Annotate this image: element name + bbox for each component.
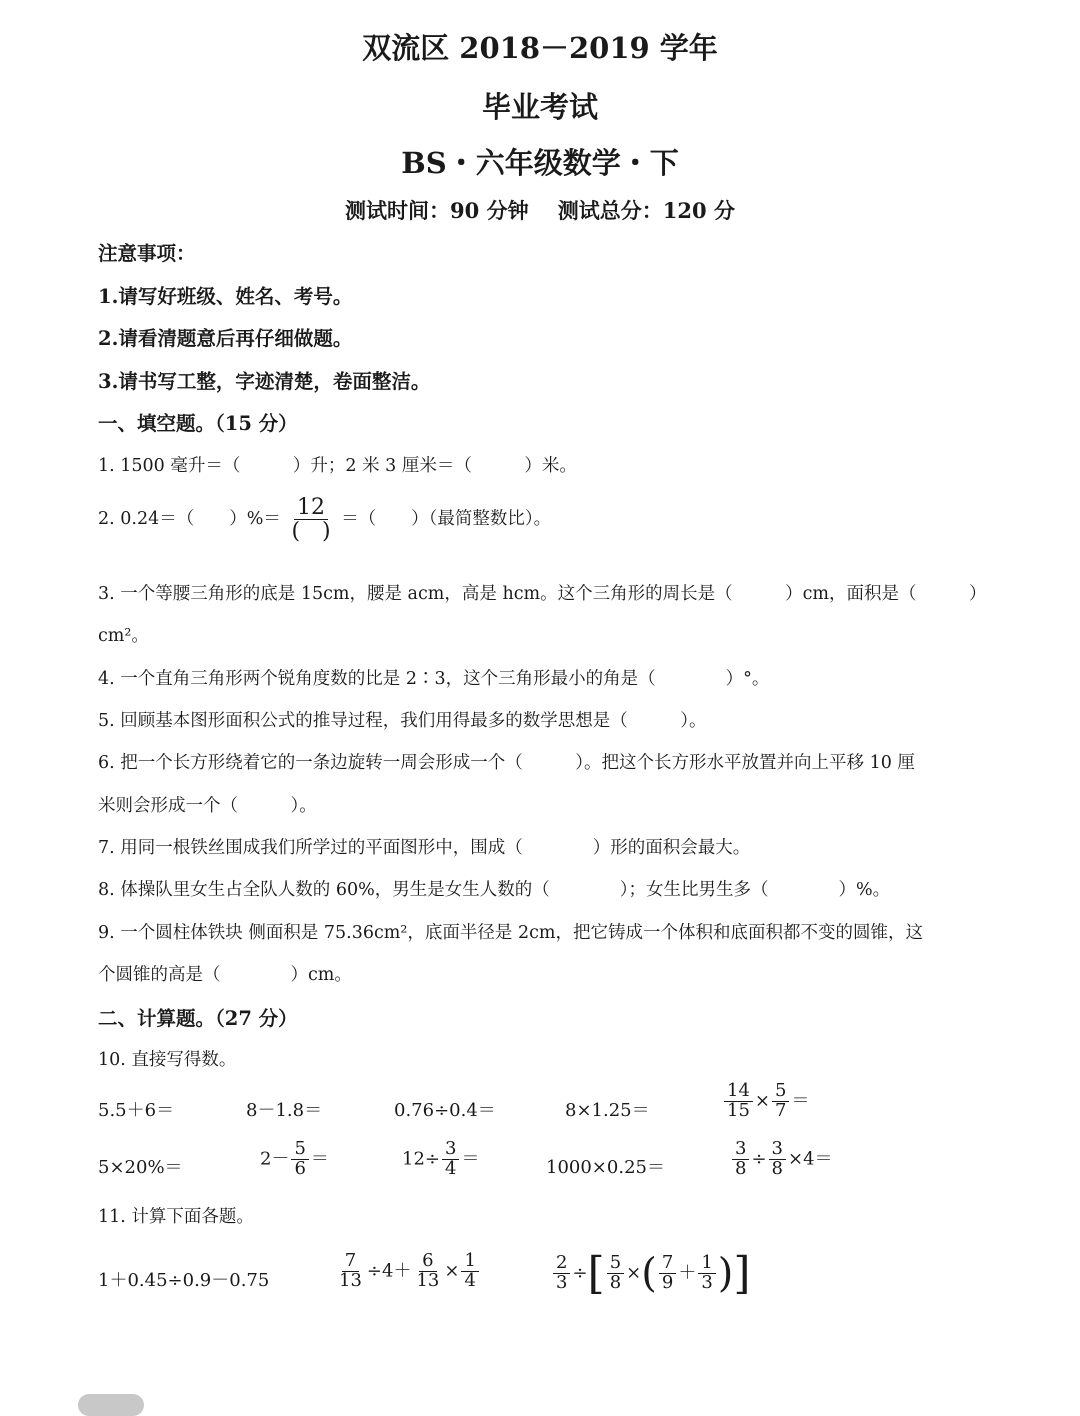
operator: × <box>754 1090 770 1112</box>
numerator: 1 <box>698 1254 715 1274</box>
right-bracket: ] <box>733 1248 751 1299</box>
operator: × <box>444 1260 460 1282</box>
calc-item: 5×20%＝ <box>98 1157 183 1178</box>
right-paren: ) <box>717 1250 734 1297</box>
numerator: 3 <box>442 1140 459 1160</box>
operator: × <box>626 1262 642 1284</box>
note-item: 3.请书写工整，字迹清楚，卷面整洁。 <box>98 370 431 393</box>
operator: ＋ <box>678 1262 697 1284</box>
numerator: 3 <box>732 1140 749 1160</box>
question-2 <box>98 496 551 543</box>
numerator: 6 <box>419 1252 436 1272</box>
calc-item: 1000×0.25＝ <box>546 1157 665 1178</box>
prefix: 2－ <box>260 1148 290 1170</box>
denominator: 9 <box>661 1272 674 1293</box>
numerator: 5 <box>291 1140 308 1160</box>
section1-heading: 一、填空题。（15 分） <box>98 412 298 435</box>
equals: ＝ <box>791 1090 810 1112</box>
scroll-indicator[interactable] <box>78 1394 144 1416</box>
calc-item: 0.76÷0.4＝ <box>394 1100 496 1121</box>
expression-3 <box>551 1248 751 1299</box>
calc-item-fraction <box>260 1140 329 1179</box>
q2-suffix: ＝（ ）（最简整数比）。 <box>341 509 552 530</box>
exam-info: 测试时间：90 分钟 测试总分：120 分 <box>345 198 735 223</box>
denominator: 3 <box>556 1272 568 1293</box>
operator: ÷ <box>751 1148 767 1170</box>
denominator: 4 <box>445 1157 457 1179</box>
numerator: 7 <box>659 1254 676 1274</box>
question-8: 8. 体操队里女生占全队人数的 60%，男生是女生人数的（ ）；女生比男生多（ ）%。 <box>98 880 891 900</box>
question-9-cont: 个圆锥的高是（ ）cm。 <box>98 965 352 985</box>
numerator: 5 <box>607 1254 624 1274</box>
numerator: 2 <box>553 1254 570 1274</box>
denominator: 3 <box>701 1272 713 1293</box>
denominator: 13 <box>416 1269 440 1291</box>
denominator: 7 <box>775 1099 787 1121</box>
note-item: 2.请看清题意后再仔细做题。 <box>98 327 353 350</box>
calc-item-fraction <box>730 1140 833 1179</box>
denominator: 4 <box>464 1269 476 1291</box>
question-5: 5. 回顾基本图形面积公式的推导过程，我们用得最多的数学思想是（ ）。 <box>98 711 707 731</box>
question-10: 10. 直接写得数。 <box>98 1050 237 1070</box>
expression-1: 1＋0.45÷0.9－0.75 <box>98 1270 270 1291</box>
expression-2 <box>334 1252 481 1291</box>
note-item: 1.请写好班级、姓名、考号。 <box>98 285 353 308</box>
denominator: 15 <box>727 1099 750 1121</box>
denominator: 8 <box>771 1157 783 1179</box>
equals: ＝ <box>461 1148 480 1170</box>
calc-item-fraction <box>402 1140 479 1179</box>
question-6: 6. 把一个长方形绕着它的一条边旋转一周会形成一个（ ）。把这个长方形水平放置并向上平移 10 厘 <box>98 753 915 773</box>
calc-item-fraction <box>722 1082 809 1121</box>
prefix: 12÷ <box>402 1148 440 1170</box>
q2-prefix: 2. 0.24＝（ ）%＝ <box>98 509 281 530</box>
question-9: 9. 一个圆柱体铁块 侧面积是 75.36cm²，底面半径是 2cm，把它铸成一个体积和底面积都不变的圆锥，这 <box>98 923 923 943</box>
question-3: 3. 一个等腰三角形的底是 15cm，腰是 acm，高是 hcm。这个三角形的周长是（ ）cm，面积是（ ） <box>98 584 987 604</box>
q2-numerator: 12 <box>294 496 328 520</box>
numerator: 14 <box>724 1082 753 1102</box>
question-4: 4. 一个直角三角形两个锐角度数的比是 2∶3，这个三角形最小的角是（ ）°。 <box>98 669 770 689</box>
section2-heading: 二、计算题。（27 分） <box>98 1007 298 1030</box>
operator: ÷ <box>572 1262 588 1284</box>
calc-item: 8×1.25＝ <box>565 1100 650 1121</box>
equals: ＝ <box>310 1148 329 1170</box>
numerator: 5 <box>772 1082 789 1102</box>
question-3-cont: cm²。 <box>98 626 149 646</box>
notes-heading: 注意事项： <box>98 242 196 265</box>
question-7: 7. 用同一根铁丝围成我们所学过的平面图形中，围成（ ）形的面积会最大。 <box>98 838 751 858</box>
tail: ×4＝ <box>788 1148 833 1170</box>
q2-fraction <box>288 496 333 543</box>
mid: ÷4＋ <box>366 1260 412 1282</box>
denominator: 8 <box>735 1157 747 1179</box>
question-6-cont: 米则会形成一个（ ）。 <box>98 796 317 816</box>
calc-item: 8－1.8＝ <box>246 1100 323 1121</box>
denominator: 6 <box>294 1157 306 1179</box>
question-1: 1. 1500 毫升＝（ ）升；2 米 3 厘米＝（ ）米。 <box>98 456 577 476</box>
numerator: 3 <box>769 1140 786 1160</box>
left-bracket: [ <box>587 1248 605 1299</box>
q2-denominator: ( ) <box>291 519 331 545</box>
numerator: 7 <box>342 1252 359 1272</box>
denominator: 13 <box>339 1269 362 1291</box>
calc-item: 5.5＋6＝ <box>98 1100 175 1121</box>
left-paren: ( <box>641 1250 657 1297</box>
exam-title-type: 毕业考试 <box>481 90 598 124</box>
exam-title-subject: BS・六年级数学・下 <box>401 146 679 180</box>
question-11: 11. 计算下面各题。 <box>98 1207 254 1227</box>
exam-title-district: 双流区 2018－2019 学年 <box>362 31 718 65</box>
numerator: 1 <box>461 1252 478 1272</box>
denominator: 8 <box>609 1272 622 1293</box>
